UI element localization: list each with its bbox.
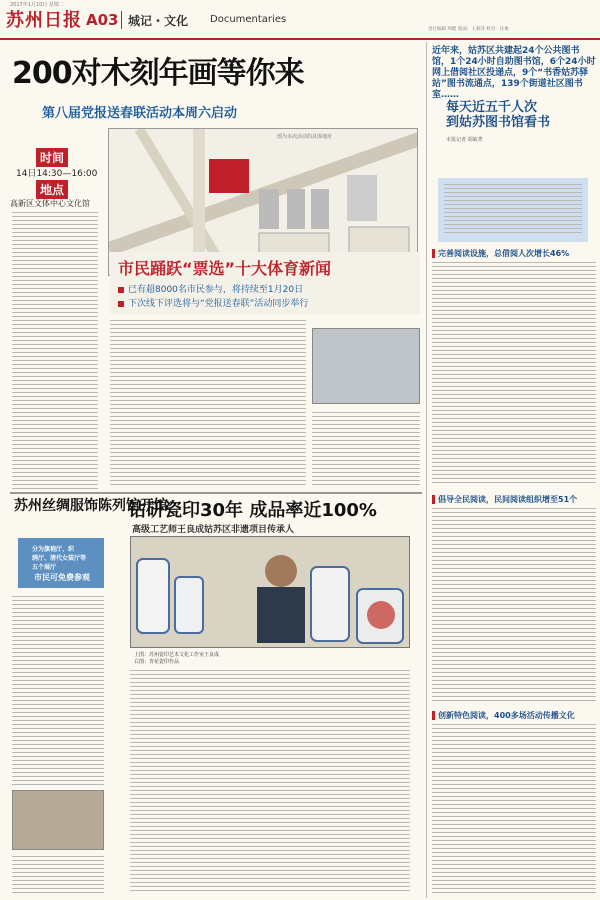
library-lead: 近年来，姑苏区共建起24个公共图书馆，1个24小时自助图书馆，6个24小时网上借阅社区投递点，9个“书香姑苏驿站”图书流通点，139个街道社区图书室…… — [432, 46, 596, 100]
vote-headline: 市民踊跃“票选”十大体育新闻 — [118, 259, 332, 278]
column-divider — [426, 42, 427, 898]
time-value: 14日14:30—16:00 — [16, 169, 98, 179]
body-text-column-3 — [312, 412, 420, 486]
body-text-ceramic — [130, 670, 410, 894]
library-section-3: 创新特色阅读，400多场活动传播文化 — [432, 710, 575, 721]
library-section-2: 倡导全民阅读，民间阅读组织增至51个 — [432, 494, 577, 505]
body-text-column-silk — [12, 596, 104, 786]
bullet-icon — [118, 287, 124, 293]
ceramic-caption: 上图：苏州瓷印艺术文化工作室王良成 右图：青花瓷印作品 — [134, 652, 220, 665]
main-subhead: 第八届党报送春联活动本周六启动 — [42, 106, 238, 121]
silk-info-line-3: 五个展厅 — [32, 564, 57, 571]
ceramic-photo — [130, 536, 410, 648]
silk-free-tag: 市民可免费参观 — [34, 573, 90, 582]
body-text-column-1 — [12, 212, 98, 494]
library-text-2 — [432, 508, 596, 704]
section-marker-icon — [432, 711, 435, 720]
main-headline: 200对木刻年画等你来 — [12, 56, 304, 91]
time-label: 时间 — [36, 148, 68, 167]
section-marker-icon — [432, 495, 435, 504]
summary-text — [444, 184, 582, 236]
silk-info-line-1: 分为旗袍厅、织 — [32, 546, 75, 553]
library-section-1: 完善阅读设施，总借阅人次增长46% — [432, 248, 569, 259]
library-text-1 — [432, 262, 596, 486]
vote-bullet-2: 下次线下评选将与“党报送春联”活动同步举行 — [118, 296, 308, 309]
place-value: 高新区文体中心文化馆 — [10, 199, 90, 208]
newspaper-logo: 苏州日报 — [6, 10, 82, 31]
issue-date: 2017年1月10日 星期二 — [10, 2, 64, 8]
bullet-icon — [118, 301, 124, 307]
silk-info-line-2: 绣厅、清代女装厅等 — [32, 555, 87, 562]
silk-headline: 苏州丝绸服饰陈列馆开馆 — [14, 498, 168, 514]
vote-bullet-1: 已有超8000名市民参与，将持续至1月20日 — [118, 282, 303, 295]
ceramic-scene — [131, 537, 410, 648]
section-marker-icon — [432, 249, 435, 258]
ceramic-headline: 钻研瓷印30年 成品率近100% — [128, 500, 377, 521]
map-caption: 图为本次活动的具体地址 — [277, 134, 333, 140]
masthead — [0, 0, 600, 40]
ceramic-subhead: 高级工艺师王良成姑苏区非遗项目传承人 — [132, 525, 295, 535]
place-label: 地点 — [36, 180, 68, 199]
section-title-en: Documentaries — [210, 14, 287, 25]
silk-photo — [12, 790, 104, 850]
page-number: A03 — [86, 11, 119, 29]
masthead-divider — [121, 11, 122, 29]
library-text-3 — [432, 724, 596, 894]
body-text-silk-end — [12, 856, 104, 894]
editor-credits: 责任编辑 周健 版面：王莉萍 校对：汪俊 — [428, 27, 509, 32]
library-byline: 本报记者 胡敏菁 — [446, 137, 483, 143]
voting-photo — [312, 328, 420, 404]
body-text-column-2 — [110, 320, 306, 486]
divider — [10, 492, 422, 494]
library-headline: 每天近五千人次 到姑苏图书馆看书 — [446, 100, 551, 130]
section-title: 城记・文化 — [128, 14, 189, 28]
